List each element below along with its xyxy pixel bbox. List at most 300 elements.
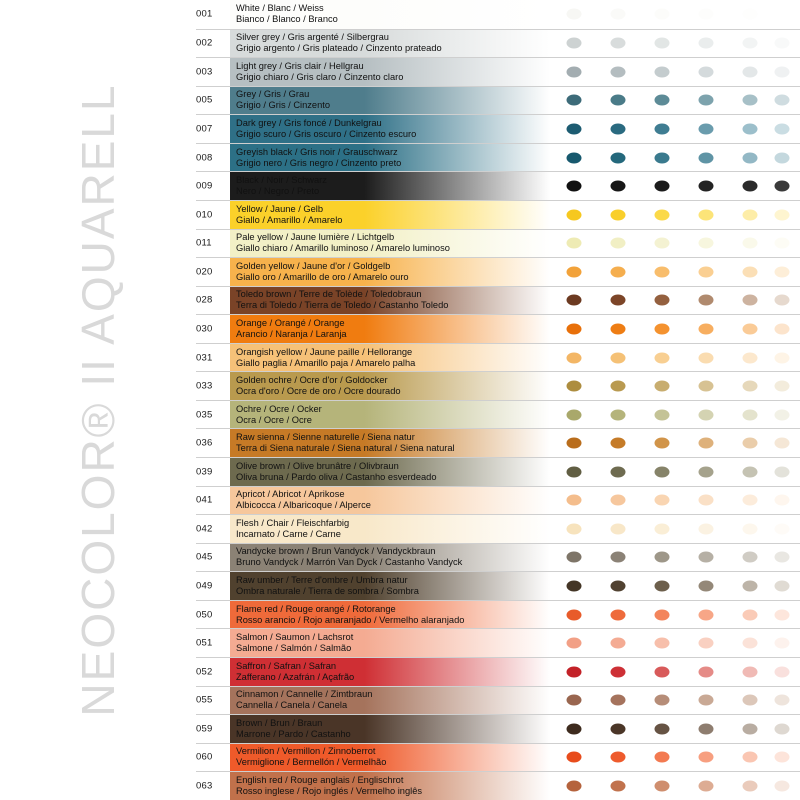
tint-dot — [775, 495, 790, 506]
tint-dot — [611, 152, 626, 163]
tint-dot — [743, 95, 758, 106]
tint-dot — [611, 752, 626, 763]
tint-dot — [611, 495, 626, 506]
tint-dot — [611, 466, 626, 477]
tint-dot — [775, 381, 790, 392]
color-swatch — [230, 144, 550, 172]
color-swatch — [230, 30, 550, 58]
tint-dot — [655, 95, 670, 106]
tint-dot — [775, 181, 790, 192]
color-swatch — [230, 115, 550, 143]
table-row — [196, 657, 800, 686]
tint-dot — [699, 152, 714, 163]
tint-dots — [556, 115, 800, 143]
tint-dots — [556, 429, 800, 457]
color-code: 002 — [196, 37, 213, 49]
tint-dot — [743, 352, 758, 363]
tint-dot — [611, 666, 626, 677]
tint-dot — [611, 552, 626, 563]
tint-dot — [743, 780, 758, 791]
tint-dot — [655, 666, 670, 677]
tint-dot — [567, 552, 582, 563]
tint-dot — [567, 752, 582, 763]
tint-dot — [655, 66, 670, 77]
table-row — [196, 543, 800, 572]
table-row — [196, 114, 800, 143]
tint-dots — [556, 715, 800, 743]
color-swatch — [230, 744, 550, 772]
color-code: 030 — [196, 323, 213, 335]
color-name-line2: Bruno Vandyck / Marrón Van Dyck / Castanho Vandyck — [236, 557, 463, 568]
tint-dot — [567, 9, 582, 20]
tint-dots — [556, 58, 800, 86]
tint-dot — [611, 238, 626, 249]
color-name-line1: Greyish black / Gris noir / Grauschwarz — [236, 146, 398, 157]
tint-dots — [556, 658, 800, 686]
tint-dot — [567, 352, 582, 363]
table-row — [196, 200, 800, 229]
tint-dot — [775, 695, 790, 706]
tint-dot — [775, 209, 790, 220]
tint-dot — [699, 752, 714, 763]
color-code: 035 — [196, 409, 213, 421]
color-swatch — [230, 687, 550, 715]
tint-dot — [775, 295, 790, 306]
color-code: 039 — [196, 466, 213, 478]
table-row — [196, 286, 800, 315]
table-row — [196, 0, 800, 29]
color-name-line1: Cinnamon / Cannelle / Zimtbraun — [236, 689, 373, 700]
tint-dot — [775, 38, 790, 49]
color-swatch — [230, 772, 550, 800]
color-swatch — [230, 201, 550, 229]
tint-dot — [655, 323, 670, 334]
color-name-line2: Cannella / Canela / Canela — [236, 700, 348, 711]
tint-dot — [699, 124, 714, 135]
tint-dots — [556, 287, 800, 315]
tint-dot — [775, 723, 790, 734]
tint-dot — [567, 323, 582, 334]
tint-dot — [775, 609, 790, 620]
color-code: 005 — [196, 94, 213, 106]
tint-dots — [556, 372, 800, 400]
tint-dot — [699, 209, 714, 220]
color-name-line1: Toledo brown / Terre de Tolède / Toledobraun — [236, 289, 422, 300]
tint-dot — [611, 381, 626, 392]
tint-dots — [556, 629, 800, 657]
color-code: 051 — [196, 637, 213, 649]
color-name-line2: Grigio chiaro / Gris claro / Cinzento claro — [236, 71, 404, 82]
color-swatch — [230, 487, 550, 515]
tint-dot — [743, 723, 758, 734]
tint-dot — [567, 266, 582, 277]
color-name-line2: Grigio nero / Gris negro / Cinzento preto — [236, 157, 402, 168]
tint-dot — [743, 152, 758, 163]
color-name-line1: Vermilion / Vermillon / Zinnoberrot — [236, 746, 376, 757]
color-swatch — [230, 172, 550, 200]
color-name-line2: Giallo chiaro / Amarillo luminoso / Amarelo luminoso — [236, 243, 450, 254]
tint-dot — [611, 581, 626, 592]
color-swatch — [230, 87, 550, 115]
tint-dot — [775, 638, 790, 649]
tint-dot — [743, 209, 758, 220]
tint-dots — [556, 315, 800, 343]
tint-dot — [611, 295, 626, 306]
tint-dot — [567, 238, 582, 249]
tint-dot — [567, 381, 582, 392]
tint-dot — [699, 66, 714, 77]
tint-dots — [556, 687, 800, 715]
tint-dot — [655, 295, 670, 306]
color-code: 001 — [196, 8, 213, 20]
color-name-line2: Rosso arancio / Rojo anaranjado / Vermelho alaranjado — [236, 614, 465, 625]
tint-dot — [699, 552, 714, 563]
tint-dot — [699, 523, 714, 534]
tint-dot — [775, 66, 790, 77]
color-swatch — [230, 544, 550, 572]
tint-dot — [655, 238, 670, 249]
color-name-line2: Salmone / Salmón / Salmão — [236, 643, 352, 654]
tint-dot — [699, 495, 714, 506]
tint-dot — [611, 209, 626, 220]
tint-dot — [567, 666, 582, 677]
tint-dot — [567, 495, 582, 506]
tint-dot — [567, 409, 582, 420]
tint-dot — [775, 238, 790, 249]
tint-dot — [611, 409, 626, 420]
tint-dot — [655, 266, 670, 277]
brand-wordmark-panel — [0, 0, 196, 800]
color-name-line1: Pale yellow / Jaune lumière / Lichtgelb — [236, 232, 395, 243]
color-swatch — [230, 601, 550, 629]
color-code: 028 — [196, 294, 213, 306]
color-name-line2: Ombra naturale / Tierra de sombra / Sombra — [236, 586, 419, 597]
color-code: 009 — [196, 180, 213, 192]
tint-dot — [655, 752, 670, 763]
color-name-line1: Saffron / Safran / Safran — [236, 660, 337, 671]
color-swatch — [230, 372, 550, 400]
color-code: 008 — [196, 152, 213, 164]
table-row — [196, 257, 800, 286]
tint-dot — [567, 523, 582, 534]
tint-dot — [655, 438, 670, 449]
tint-dots — [556, 401, 800, 429]
tint-dot — [699, 723, 714, 734]
tint-dot — [655, 9, 670, 20]
color-code: 060 — [196, 751, 213, 763]
tint-dot — [743, 495, 758, 506]
tint-dot — [567, 723, 582, 734]
tint-dot — [567, 581, 582, 592]
table-row — [196, 143, 800, 172]
color-swatch — [230, 715, 550, 743]
color-swatch — [230, 58, 550, 86]
color-swatch — [230, 658, 550, 686]
color-swatch — [230, 429, 550, 457]
table-row — [196, 686, 800, 715]
tint-dot — [611, 9, 626, 20]
color-name-line1: Vandycke brown / Brun Vandyck / Vandyckbraun — [236, 546, 436, 557]
color-name-line2: Grigio argento / Gris plateado / Cinzento prateado — [236, 43, 442, 54]
tint-dot — [775, 552, 790, 563]
brand-wordmark: NEOCOLOR® II AQUARELL — [72, 83, 124, 717]
table-row — [196, 29, 800, 58]
tint-dot — [655, 638, 670, 649]
tint-dot — [743, 666, 758, 677]
color-name-line2: Giallo / Amarillo / Amarelo — [236, 214, 343, 225]
tint-dot — [611, 266, 626, 277]
tint-dot — [567, 66, 582, 77]
color-code: 033 — [196, 380, 213, 392]
tint-dot — [775, 523, 790, 534]
color-swatch — [230, 0, 550, 29]
table-row — [196, 57, 800, 86]
tint-dot — [655, 723, 670, 734]
color-name-line1: Orange / Orangé / Orange — [236, 318, 345, 328]
color-swatch — [230, 629, 550, 657]
tint-dot — [655, 609, 670, 620]
tint-dot — [699, 381, 714, 392]
color-swatch — [230, 572, 550, 600]
color-name-line2: Incarnato / Carne / Carne — [236, 528, 341, 539]
tint-dot — [699, 695, 714, 706]
color-name-line1: Flame red / Rouge orangé / Rotorange — [236, 603, 396, 614]
color-swatch — [230, 230, 550, 258]
tint-dot — [743, 295, 758, 306]
tint-dot — [699, 666, 714, 677]
table-row — [196, 171, 800, 200]
tint-dot — [655, 552, 670, 563]
tint-dot — [567, 695, 582, 706]
tint-dot — [743, 438, 758, 449]
tint-dot — [699, 266, 714, 277]
tint-dot — [775, 466, 790, 477]
tint-dot — [775, 409, 790, 420]
table-row — [196, 400, 800, 429]
color-name-line1: Dark grey / Gris foncé / Dunkelgrau — [236, 118, 382, 129]
color-name-line2: Arancio / Naranja / Laranja — [236, 328, 347, 339]
tint-dot — [743, 323, 758, 334]
color-code: 041 — [196, 494, 213, 506]
tint-dots — [556, 572, 800, 600]
tint-dot — [775, 438, 790, 449]
table-row — [196, 314, 800, 343]
tint-dot — [743, 238, 758, 249]
tint-dots — [556, 601, 800, 629]
tint-dot — [567, 466, 582, 477]
tint-dot — [775, 152, 790, 163]
color-code: 042 — [196, 523, 213, 535]
color-code: 036 — [196, 437, 213, 449]
tint-dot — [567, 638, 582, 649]
color-name-line1: Golden yellow / Jaune d'or / Goldgelb — [236, 260, 391, 271]
color-name-line1: Grey / Gris / Grau — [236, 89, 310, 100]
color-name-line2: Rosso inglese / Rojo inglés / Vermelho inglês — [236, 785, 423, 796]
tint-dot — [743, 695, 758, 706]
tint-dot — [567, 780, 582, 791]
table-row — [196, 514, 800, 543]
tint-dot — [699, 95, 714, 106]
tint-dot — [611, 695, 626, 706]
tint-dot — [775, 9, 790, 20]
color-swatch — [230, 344, 550, 372]
tint-dots — [556, 544, 800, 572]
table-row — [196, 428, 800, 457]
tint-dot — [567, 152, 582, 163]
color-name-line1: Salmon / Saumon / Lachsrot — [236, 632, 354, 643]
tint-dot — [743, 752, 758, 763]
tint-dot — [699, 9, 714, 20]
tint-dot — [611, 723, 626, 734]
table-row — [196, 343, 800, 372]
tint-dot — [743, 38, 758, 49]
tint-dot — [775, 752, 790, 763]
tint-dot — [699, 323, 714, 334]
color-swatch — [230, 401, 550, 429]
tint-dot — [567, 95, 582, 106]
table-row — [196, 600, 800, 629]
tint-dot — [743, 124, 758, 135]
tint-dot — [611, 523, 626, 534]
color-name-line1: Golden ochre / Ocre d'or / Goldocker — [236, 375, 388, 386]
tint-dots — [556, 172, 800, 200]
tint-dot — [699, 352, 714, 363]
tint-dot — [655, 695, 670, 706]
table-row — [196, 371, 800, 400]
tint-dot — [743, 581, 758, 592]
tint-dot — [699, 295, 714, 306]
color-name-line2: Oliva bruna / Pardo oliva / Castanho esverdeado — [236, 471, 437, 482]
tint-dot — [743, 466, 758, 477]
table-row — [196, 771, 800, 800]
tint-dot — [699, 466, 714, 477]
tint-dot — [699, 438, 714, 449]
tint-dot — [743, 66, 758, 77]
tint-dot — [655, 523, 670, 534]
color-name-line2: Marrone / Pardo / Castanho — [236, 728, 351, 739]
tint-dot — [743, 181, 758, 192]
tint-dot — [655, 181, 670, 192]
color-name-line2: Giallo paglia / Amarillo paja / Amarelo palha — [236, 357, 416, 368]
tint-dot — [567, 38, 582, 49]
tint-dot — [775, 666, 790, 677]
tint-dots — [556, 30, 800, 58]
tint-dots — [556, 258, 800, 286]
color-name-line2: Terra di Toledo / Tierra de Toledo / Castanho Toledo — [236, 300, 449, 311]
color-name-line2: Ocra d'oro / Ocre de oro / Ocre dourado — [236, 386, 401, 397]
color-name-line2: Vermiglione / Bermellón / Vermelhão — [236, 757, 387, 768]
color-name-line2: Ocra / Ocre / Ocre — [236, 414, 312, 425]
tint-dot — [567, 609, 582, 620]
tint-dot — [775, 352, 790, 363]
tint-dots — [556, 144, 800, 172]
tint-dots — [556, 772, 800, 800]
color-code: 020 — [196, 266, 213, 278]
tint-dots — [556, 487, 800, 515]
tint-dot — [611, 352, 626, 363]
color-name-line2: Albicocca / Albaricoque / Alperce — [236, 500, 371, 511]
color-name-line1: Brown / Brun / Braun — [236, 717, 323, 728]
color-name-line1: Raw sienna / Sienne naturelle / Siena natur — [236, 432, 415, 443]
tint-dot — [611, 38, 626, 49]
color-code: 011 — [196, 237, 212, 249]
color-name-line2: Bianco / Blanco / Branco — [236, 14, 338, 25]
table-row — [196, 628, 800, 657]
table-row — [196, 457, 800, 486]
tint-dot — [699, 638, 714, 649]
color-name-line1: White / Blanc / Weiss — [236, 3, 324, 14]
tint-dot — [655, 152, 670, 163]
tint-dot — [775, 124, 790, 135]
color-name-line1: English red / Rouge anglais / Englischrot — [236, 775, 404, 785]
tint-dot — [743, 381, 758, 392]
tint-dot — [699, 238, 714, 249]
tint-dot — [567, 209, 582, 220]
tint-dot — [699, 581, 714, 592]
tint-dot — [699, 181, 714, 192]
color-name-line1: Olive brown / Olive brunâtre / Olivbraun — [236, 460, 399, 471]
tint-dot — [567, 124, 582, 135]
table-row — [196, 229, 800, 258]
tint-dot — [743, 9, 758, 20]
tint-dot — [743, 552, 758, 563]
color-name-line2: Nero / Negro / Preto — [236, 186, 320, 197]
tint-dot — [655, 124, 670, 135]
table-row — [196, 743, 800, 772]
color-name-line2: Grigio / Gris / Cinzento — [236, 100, 331, 111]
tint-dot — [611, 609, 626, 620]
tint-dot — [567, 295, 582, 306]
table-row — [196, 571, 800, 600]
color-table — [196, 0, 800, 800]
color-name-line1: Raw umber / Terre d'ombre / Umbra natur — [236, 575, 408, 586]
color-swatch — [230, 258, 550, 286]
tint-dot — [775, 95, 790, 106]
color-name-line2: Zafferano / Azafrán / Açafrão — [236, 671, 355, 682]
tint-dot — [655, 409, 670, 420]
color-swatch — [230, 458, 550, 486]
color-name-line1: Ochre / Ocre / Ocker — [236, 403, 322, 414]
tint-dot — [611, 95, 626, 106]
color-code: 031 — [196, 352, 213, 364]
color-name-line2: Giallo oro / Amarillo de oro / Amarelo ouro — [236, 271, 409, 282]
tint-dots — [556, 458, 800, 486]
table-row — [196, 86, 800, 115]
tint-dot — [775, 323, 790, 334]
color-name-line1: Flesh / Chair / Fleischfarbig — [236, 517, 350, 528]
tint-dot — [611, 780, 626, 791]
table-row — [196, 486, 800, 515]
tint-dots — [556, 344, 800, 372]
tint-dot — [611, 638, 626, 649]
color-name-line2: Grigio scuro / Gris oscuro / Cinzento escuro — [236, 129, 417, 140]
tint-dot — [655, 495, 670, 506]
color-code: 059 — [196, 723, 213, 735]
tint-dot — [775, 581, 790, 592]
tint-dot — [611, 181, 626, 192]
tint-dots — [556, 230, 800, 258]
tint-dot — [699, 609, 714, 620]
color-code: 052 — [196, 666, 213, 678]
color-swatch — [230, 287, 550, 315]
color-code: 007 — [196, 123, 213, 135]
tint-dot — [655, 38, 670, 49]
color-code: 050 — [196, 609, 213, 621]
tint-dot — [655, 381, 670, 392]
tint-dots — [556, 515, 800, 543]
tint-dots — [556, 87, 800, 115]
color-code: 049 — [196, 580, 213, 592]
